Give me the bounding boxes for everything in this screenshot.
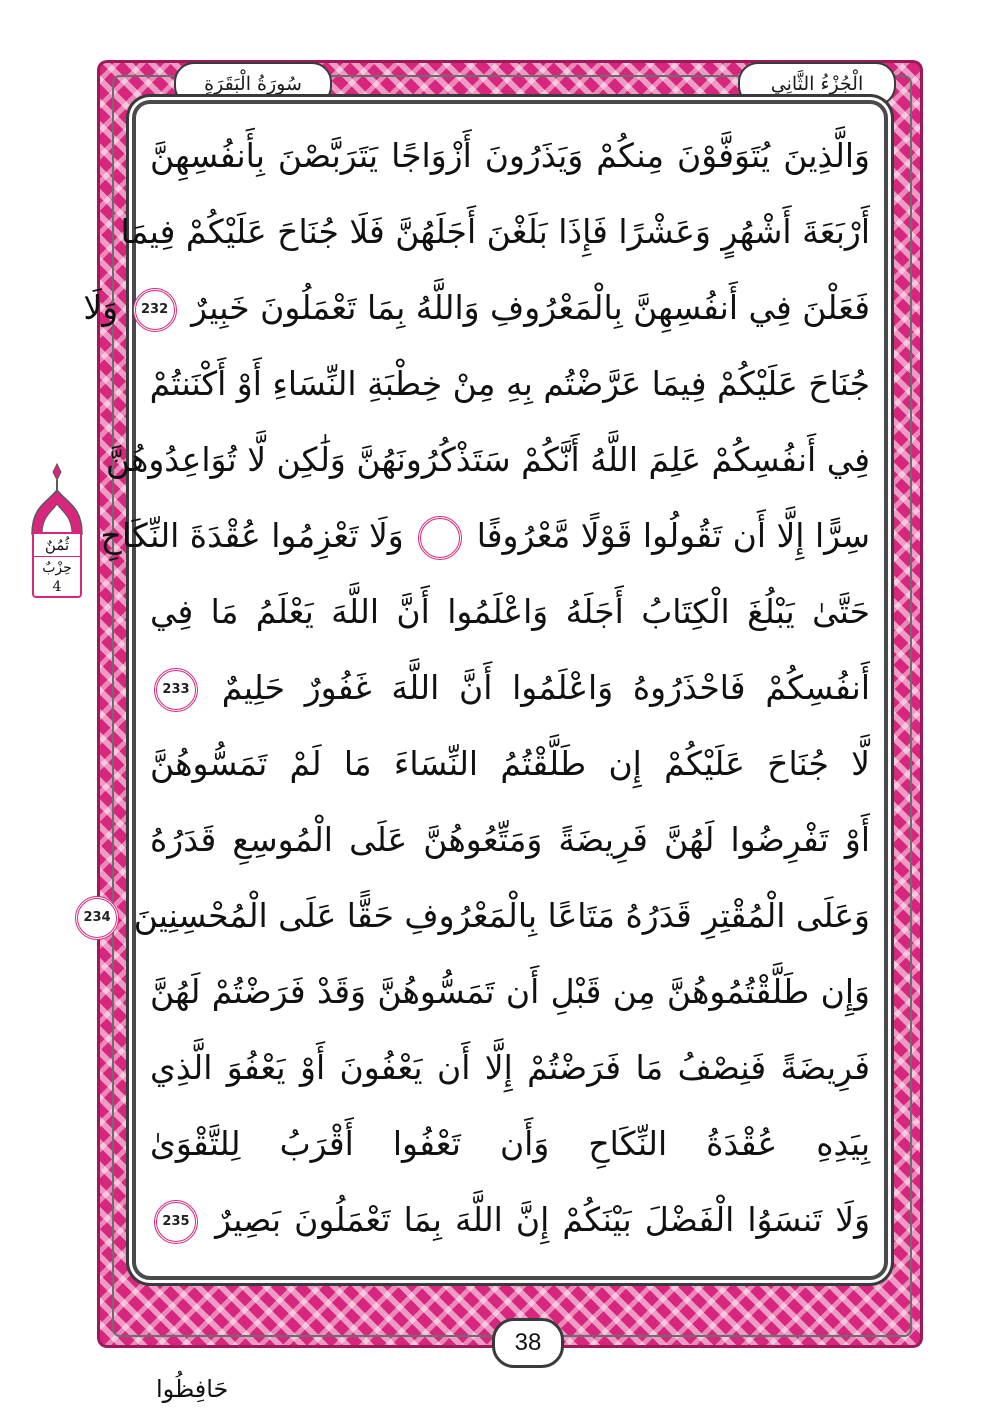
verse-line-6 [100,508,870,564]
ayah-number-marker: 233 [154,668,198,712]
verse-line-7: حَتَّىٰ يَبْلُغَ الْكِتَابُ أَجَلَهُ وَاعْلَمُوا أَنَّ اللَّهَ يَعْلَمُ مَا فِي [150,592,870,631]
hizb-dome-ornament-icon [26,462,88,536]
verse-line-4: جُنَاحَ عَلَيْكُمْ فِيمَا عَرَّضْتُم بِهِ مِنْ خِطْبَةِ النِّسَاءِ أَوْ أَكْنَنتُمْ [149,364,870,403]
hizb-label: حِزْبٌ [42,560,72,576]
verse-line-1: وَالَّذِينَ يُتَوَفَّوْنَ مِنكُمْ وَيَذَرُونَ أَزْوَاجًا يَتَرَبَّصْنَ بِأَنفُسِهِنَّ [150,136,870,175]
verse-line-2: أَرْبَعَةَ أَشْهُرٍ وَعَشْرًا فَإِذَا بَلَغْنَ أَجَلَهُنَّ فَلَا جُنَاحَ عَلَيْكُمْ فِيمَا [120,212,870,251]
hizb-box [32,532,82,598]
verse-line-5: فِي أَنفُسِكُمْ عَلِمَ اللَّهُ أَنَّكُمْ سَتَذْكُرُونَهُنَّ وَلَٰكِن لَّا تُوَاعِدُوهُنَّ [105,440,870,479]
verse-line-15 [150,1192,870,1248]
verse-lines [83,118,871,1266]
ayah-number-marker: 234 [75,896,119,940]
juz-title: الْجُزْءُ الثَّانِي [738,62,896,106]
ayah-number-marker: 232 [133,288,177,332]
verse-line-3 [83,280,870,336]
page-number: 38 [492,1318,564,1368]
verse-line-8 [150,660,870,716]
verse-line-12: وَإِن طَلَّقْتُمُوهُنَّ مِن قَبْلِ أَن تَمَسُّوهُنَّ وَقَدْ فَرَضْتُمْ لَهُنَّ [150,972,870,1011]
verse-line-11 [83,888,870,944]
verse-line-continuation: وَلَا [83,288,119,327]
verse-line-text: سِرًّا إِلَّا أَن تَقُولُوا قَوْلًا مَّعْرُوفًا [476,516,870,555]
verse-line-text: أَنفُسِكُمْ فَاحْذَرُوهُ وَاعْلَمُوا أَنَّ اللَّهَ غَفُورٌ حَلِيمٌ [221,668,870,707]
verse-line-text: وَلَا تَنسَوُا الْفَضْلَ بَيْنَكُمْ إِنَّ اللَّهَ بِمَا تَعْمَلُونَ بَصِيرٌ [215,1200,871,1239]
verse-line-continuation: وَلَا تَعْزِمُوا عُقْدَةَ النِّكَاحِ [100,516,404,555]
verse-line-13: فَرِيضَةً فَنِصْفُ مَا فَرَضْتُمْ إِلَّا أَن يَعْفُونَ أَوْ يَعْفُوَ الَّذِي [150,1048,870,1087]
hizb-number: 4 [52,579,62,595]
hizb-fraction-label: ثُمُنٌ [34,534,80,557]
verse-line-9: لَّا جُنَاحَ عَلَيْكُمْ إِن طَلَّقْتُمُ النِّسَاءَ مَا لَمْ تَمَسُّوهُنَّ [150,744,870,783]
ayah-end-marker [418,516,462,560]
hizb-marker [26,462,88,604]
ayah-number-marker: 235 [154,1200,198,1244]
verse-line-text: فَعَلْنَ فِي أَنفُسِهِنَّ بِالْمَعْرُوفِ وَاللَّهُ بِمَا تَعْمَلُونَ خَبِيرٌ [191,288,870,327]
catchword: حَافِظُوا [156,1375,229,1403]
surah-title: سُورَةُ الْبَقَرَةِ [174,62,332,106]
verse-line-10: أَوْ تَفْرِضُوا لَهُنَّ فَرِيضَةً وَمَتِّعُوهُنَّ عَلَى الْمُوسِعِ قَدَرُهُ [150,820,870,859]
verse-line-text: وَعَلَى الْمُقْتِرِ قَدَرُهُ مَتَاعًا بِالْمَعْرُوفِ حَقًّا عَلَى الْمُحْسِنِينَ [133,896,870,935]
verse-line-14: بِيَدِهِ عُقْدَةُ النِّكَاحِ وَأَن تَعْفُوا أَقْرَبُ لِلتَّقْوَىٰ [150,1124,870,1163]
